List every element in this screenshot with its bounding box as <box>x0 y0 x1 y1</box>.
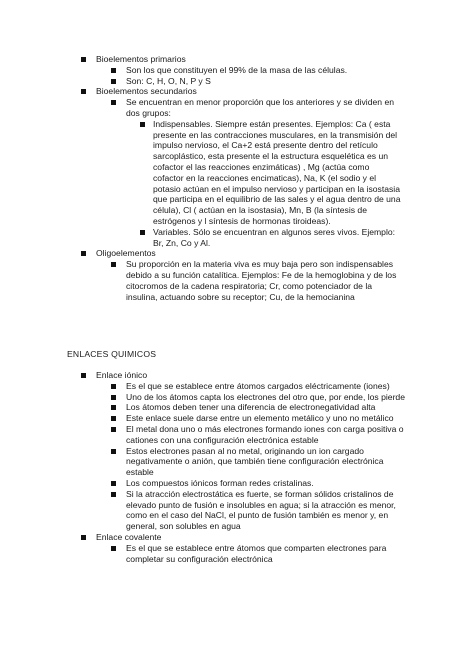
list-item-label: Bioelementos primarios <box>96 54 186 64</box>
section-heading: ENLACES QUIMICOS <box>67 349 157 359</box>
list-item <box>81 86 401 248</box>
square-bullet-icon <box>111 546 116 551</box>
list-item-label: Enlace iónico <box>96 370 148 380</box>
square-bullet-icon <box>111 492 116 497</box>
list-item-text: Indispensables. Siempre están presentes. Ejemplos: Ca ( esta presente en las contracciones musculares, en la transmisión del impulso nervioso, el Ca+2 está presente dentro del retículo sarcoplástico, esta presente el la estructura esquelética es un cofactor el las reacciones enzimáticas) , Mg (actúa como cofactor en la reacciones encimaticas), Na, K (el sodio y el potasio actúan en el impulso nervioso y participan en la isostasia que participa en el equilibrio de las sales y el agua dentro de una célula), Cl ( actúan en la isostasia), Mn, B (la síntesis de estrógenos y l síntesis de hormonas tiroideas). <box>153 118 401 226</box>
list-item <box>140 119 401 227</box>
bonds-list <box>81 370 411 564</box>
square-bullet-icon <box>81 57 86 62</box>
list-item <box>111 424 411 446</box>
square-bullet-icon <box>111 68 116 73</box>
bioelements-list <box>81 54 401 302</box>
list-item <box>111 392 411 403</box>
list-item <box>81 370 411 532</box>
list-item-label: Oligoelementos <box>96 248 156 259</box>
square-bullet-icon <box>111 100 116 105</box>
list-item-text: Son los que constituyen el 99% de la masa de las células. <box>126 64 348 75</box>
list-item-text: Si la atracción electrostática es fuerte, se forman sólidos cristalinos de elevado punto de fusión e insolubles en agua; si la atracción es menor, como en el caso del NaCl, el punto de fusión también es menor y, en general, son solubles en agua <box>126 488 396 532</box>
list-item-text: Los átomos deben tener una diferencia de electronegatividad alta <box>126 402 376 413</box>
list-item-text: Es el que se establece entre átomos que comparten electrones para completar su configuración electrónica <box>126 542 387 564</box>
list-item-text: Son: C, H, O, N, P y S <box>126 75 211 86</box>
list-item-text: Su proporción en la materia viva es muy baja pero son indispensables debido a su función catalítica. Ejemplos: Fe de la hemoglobina y de los citocromos de la cadena respiratoria; Cr, como potenciador de la insulina, actuando sobre su receptor; Cu, de la hemocianina <box>126 259 397 302</box>
list-item-text: El metal dona uno o más electrones formando iones con carga positiva o cationes con una configuración electrónica estable <box>126 423 404 445</box>
list-item-text: Los compuestos iónicos forman redes cristalinas. <box>126 477 314 488</box>
square-bullet-icon <box>81 535 86 540</box>
square-bullet-icon <box>111 449 116 454</box>
list-item <box>111 65 401 76</box>
list-item-text: Variables. Sólo se encuentran en algunos seres vivos. Ejemplo: Br, Zn, Co y Al. <box>153 226 396 248</box>
square-bullet-icon <box>111 395 116 400</box>
list-item <box>111 402 411 413</box>
list-item-text: Estos electrones pasan al no metal, originando un ion cargado negativamente o anión, que también tiene configuración electrónica estable <box>126 445 384 478</box>
square-bullet-icon <box>81 251 86 256</box>
list-item-label: Enlace covalente <box>96 531 162 542</box>
list-item-text: Este enlace suele darse entre un elemento metálico y uno no metálico <box>126 413 394 424</box>
list-item <box>81 248 401 302</box>
list-item <box>111 413 411 424</box>
square-bullet-icon <box>81 89 86 94</box>
square-bullet-icon <box>140 230 145 235</box>
list-item <box>81 54 401 86</box>
list-item <box>111 259 401 302</box>
list-item <box>140 227 401 249</box>
list-item <box>111 381 411 392</box>
list-item-text: Se encuentran en menor proporción que los anteriores y se dividen en dos grupos: <box>126 97 395 118</box>
list-item <box>111 76 401 87</box>
square-bullet-icon <box>111 262 116 267</box>
square-bullet-icon <box>81 373 86 378</box>
list-item <box>81 532 411 564</box>
list-item <box>111 446 411 478</box>
square-bullet-icon <box>111 481 116 486</box>
square-bullet-icon <box>111 405 116 410</box>
list-item-text: Es el que se establece entre átomos cargados eléctricamente (iones) <box>126 380 390 391</box>
list-item <box>111 478 411 489</box>
list-item-label: Bioelementos secundarios <box>96 86 197 97</box>
list-item <box>111 489 411 532</box>
square-bullet-icon <box>111 416 116 421</box>
square-bullet-icon <box>111 79 116 84</box>
list-item <box>111 97 401 248</box>
list-item-text: Uno de los átomos capta los electrones del otro que, por ende, los pierde <box>126 391 405 402</box>
list-item <box>111 543 411 565</box>
square-bullet-icon <box>111 427 116 432</box>
square-bullet-icon <box>140 122 145 127</box>
square-bullet-icon <box>111 384 116 389</box>
